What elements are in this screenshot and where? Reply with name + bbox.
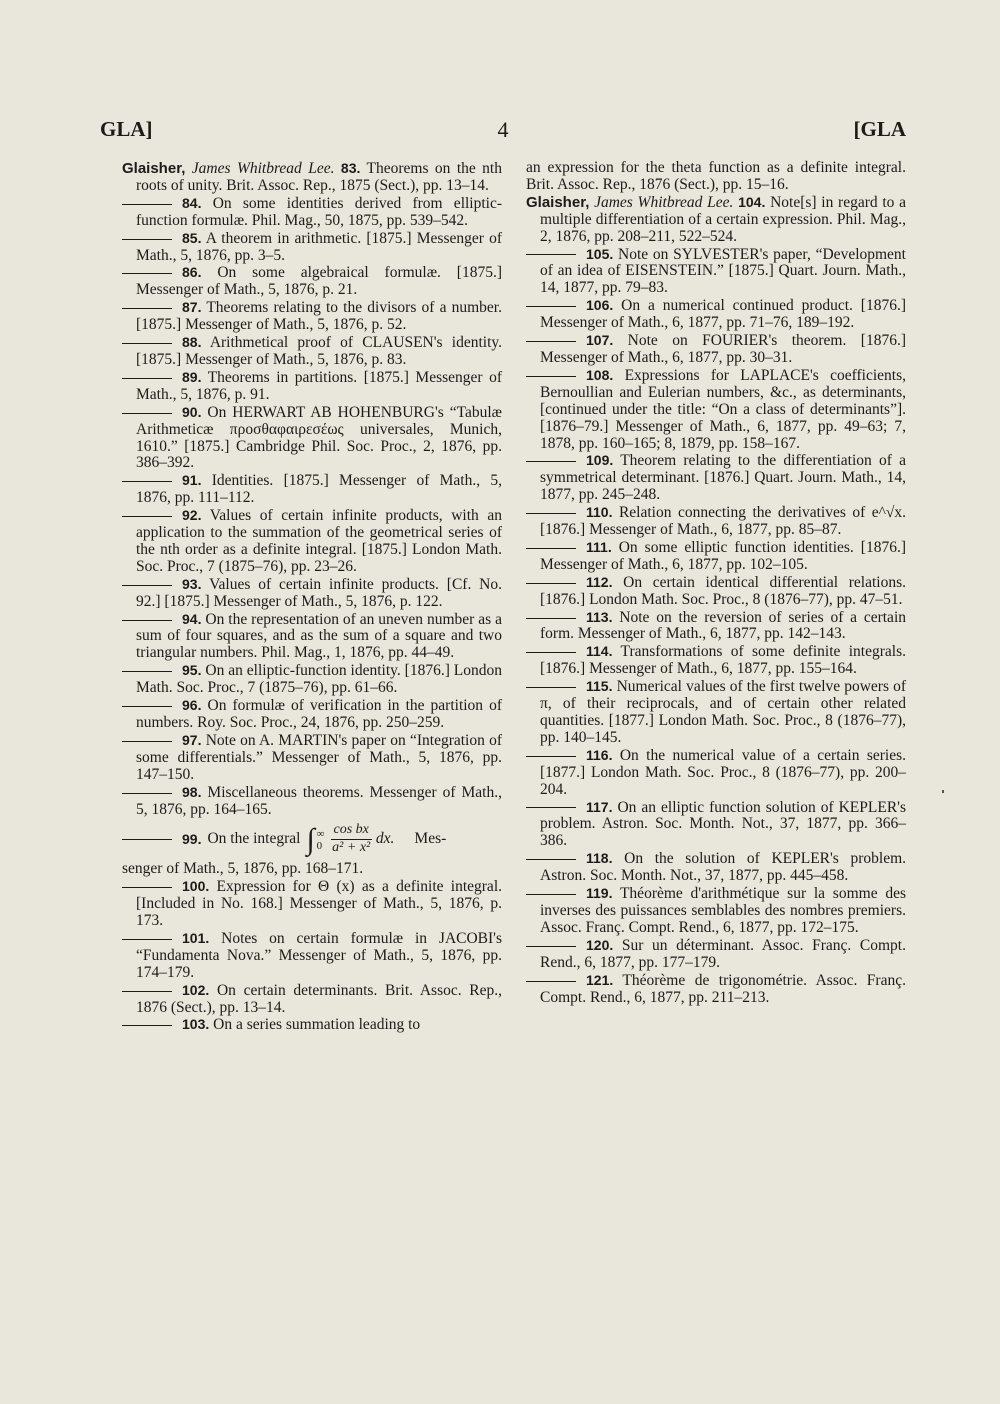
entry-number: 107. [586,332,614,349]
entry-number: 117. [586,798,613,815]
entry-text: senger of Math., 5, 1876, pp. 168–171. [122,860,364,878]
ditto-rule [526,894,576,895]
entry-number: 115. [586,678,613,695]
right-entries [526,246,906,1007]
ditto-rule [122,413,172,414]
ditto-rule [122,741,172,742]
entry-text: Transformations of some definite integrals. [1876.] Messenger of Math., 6, 1877, pp. 155–164. [540,643,906,678]
entry-text: On the integral [207,830,301,848]
entry-text: Note on SYLVESTER's paper, “Development of an idea of EISENSTEIN.” [1875.] Quart. Journ. Math., 14, 1877, pp. 79–83. [540,245,906,297]
fraction [331,822,372,857]
left-entries-tail [122,878,502,1034]
ditto-rule [122,706,172,707]
bibliography-entry [122,697,502,732]
ditto-rule [526,981,576,982]
entry-text: On a series summation leading to [213,1016,421,1034]
bibliography-entry [526,452,906,504]
left-column [122,160,502,1034]
entry-number: 95. [182,662,202,679]
bibliography-entry [526,609,906,644]
ditto-rule [122,481,172,482]
entry-number: 97. [182,731,202,748]
upper-limit: ∞ [316,827,325,840]
ditto-rule [122,793,172,794]
author-forenames: James Whitbread Lee. [594,193,734,211]
entry-text: Numerical values of the first twelve powers of π, of their reciprocals, and of certain other related quantities. [1877.] London Math. Soc. Proc., 8 (1876–77), pp. 140–145. [540,678,907,746]
ditto-rule [526,513,576,514]
differential: dx. [375,830,395,848]
bibliography-entry [122,1016,502,1034]
entry-text: Theorem relating to the differentiation of a symmetrical determinant. [1876.] Quart. Journ. Math., 14, 1877, pp. 245–248. [540,452,906,504]
bibliography-entry [526,972,906,1007]
continuation-text: an expression for the theta function as a definite integral. Brit. Assoc. Rep., 1876 (Sect.), pp. 15–16. [526,159,906,193]
entry-text: On some elliptic function identities. [1876.] Messenger of Math., 6, 1877, pp. 102–105. [540,538,906,573]
author-surname: Glaisher, [122,160,186,177]
entry-number: 94. [182,610,202,627]
ditto-rule [122,620,172,621]
entry-text: Note on the reversion of series of a certain form. Messenger of Math., 6, 1877, pp. 142–143. [540,608,906,643]
entry-text: On a numerical continued product. [1876.] Messenger of Math., 6, 1877, pp. 71–76, 189–192. [540,297,906,332]
ditto-rule [122,991,172,992]
entry-text: Théorème de trigonométrie. Assoc. Franç. Compt. Rend., 6, 1877, pp. 211–213. [540,971,906,1006]
bibliography-entry [526,643,906,678]
bibliography-entry [122,611,502,663]
ditto-rule [526,583,576,584]
author-entry [122,160,502,195]
entry-99 [122,822,502,878]
entry-number: 105. [586,245,614,262]
bibliography-entry [122,404,502,473]
bibliography-entry [122,930,502,982]
ditto-rule [122,839,172,840]
ditto-rule [122,273,172,274]
integral-limits [317,828,325,852]
entry-number: 112. [586,573,613,590]
entry-text: Note on FOURIER's theorem. [1876.] Messenger of Math., 6, 1877, pp. 30–31. [540,332,906,366]
bibliography-entry [122,982,502,1017]
header-left: GLA] [100,117,153,141]
ditto-rule [526,548,576,549]
entry-text: Values of certain infinite products, with an application to the summation of the geometrical series of the nth order as a definite integral. [1875.] London Math. Soc. Proc., 7 (1875–76), pp. 23–26. [136,507,502,575]
ditto-rule [122,1025,172,1026]
header-right: [GLA [853,117,906,141]
entry-text: Note[s] in regard to a multiple differentiation of a certain expression. Phil. Mag., 2, 1876, pp. 208–211, 522–524. [540,193,907,245]
numerator: cos bx [331,822,372,840]
entry-number: 110. [586,504,613,521]
bibliography-entry [122,195,502,230]
entry-text: Values of certain infinite products. [Cf. No. 92.] [1875.] Messenger of Math., 5, 1876, p. 122. [136,575,502,610]
bibliography-entry [122,472,502,507]
ditto-rule [122,887,172,888]
entry-number: 101. [182,929,210,946]
bibliography-entry [526,799,906,851]
entry-text: Arithmetical proof of CLAUSEN's identity. [1875.] Messenger of Math., 5, 1876, p. 83. [136,334,502,368]
entry-number: 118. [586,850,613,867]
ditto-rule [526,859,576,860]
ditto-rule [122,204,172,205]
entry-text: On an elliptic-function identity. [1876.] London Math. Soc. Proc., 7 (1875–76), pp. 61–66. [136,662,503,697]
ditto-rule [122,308,172,309]
entry-number: 116. [586,746,613,763]
ditto-rule [526,376,576,377]
ditto-rule [526,618,576,619]
integral-sign: ∫ [306,822,315,856]
ditto-rule [526,341,576,342]
ditto-rule [526,461,576,462]
entry-number: 102. [182,981,210,998]
entry-number: 104. [738,193,766,210]
ditto-rule [526,687,576,688]
entry-text: On certain identical differential relations. [1876.] London Math. Soc. Proc., 8 (1876–77), pp. 47–51. [540,573,907,608]
entry-number: 90. [182,403,202,420]
bibliography-entry [526,885,906,937]
entry-number: 121. [586,971,614,988]
entry-number: 99. [182,831,202,848]
bibliography-entry [526,504,906,539]
entry-text: On HERWART AB HOHENBURG's “Tabulæ Arithmeticæ προσθαφαιρεσέως universales, Munich, 1610.” [1875.] Cambridge Phil. Soc. Proc., 2, 1876, pp. 386–392. [136,403,503,472]
right-column [526,160,906,1006]
entry-number: 113. [586,608,613,625]
bibliography-entry [122,299,502,334]
bibliography-entry [122,230,502,265]
entry-text: On certain determinants. Brit. Assoc. Rep., 1876 (Sect.), pp. 13–14. [136,981,503,1016]
entry-text: Théorème d'arithmétique sur la somme des inverses des puissances semblables des nombres premiers. Assoc. Franç. Compt. Rend., 6, 1877, pp. 172–175. [540,885,906,936]
ditto-rule [526,254,576,255]
paper-speck [942,790,944,793]
bibliography-entry [122,507,502,576]
bibliography-entry [526,332,906,367]
entry-text: Identities. [1875.] Messenger of Math., 5, 1876, pp. 111–112. [136,472,503,507]
entry-number: 108. [586,366,614,383]
entry-text: Expressions for LAPLACE's coefficients, Bernoullian and Eulerian numbers, &c., as determinants, [continued under the title: “On a class of determinants”]. [1876–79.] Messenger of Math., 6, 1877, pp. 49–63; 7, 1878, pp. 160–165; 8, 1879, pp. 158–167. [540,366,906,452]
ditto-rule [526,807,576,808]
entry-number: 86. [182,264,202,281]
entry-text: Theorems on the nth roots of unity. Brit. Assoc. Rep., 1875 (Sect.), pp. 13–14. [136,160,502,194]
bibliography-entry [526,367,906,453]
bibliography-entry [526,937,906,972]
bibliography-entry [526,539,906,574]
bibliography-entry [122,662,502,697]
entry-number: 111. [586,538,612,555]
ditto-rule [526,756,576,757]
entry-number: 89. [182,368,202,385]
entry-number: 98. [182,783,202,800]
author-surname: Glaisher, [526,193,590,211]
entry-number: 92. [182,507,202,524]
entry-text: On the numerical value of a certain series. [1877.] London Math. Soc. Proc., 8 (1876–77), pp. 200–204. [540,746,906,798]
ditto-rule [122,671,172,672]
bibliography-entry [122,784,502,819]
entry-text: On an elliptic function solution of KEPLER's problem. Astron. Soc. Month. Not., 37, 1877, pp. 366–386. [540,798,906,850]
entry-number: 106. [586,297,614,314]
entry-text: On some algebraical formulæ. [1875.] Messenger of Math., 5, 1876, p. 21. [136,264,502,299]
ditto-rule [122,239,172,240]
bibliography-entry [526,678,906,747]
entry-number: 83. [340,160,361,176]
author-forenames: James Whitbread Lee. [191,160,335,177]
entry-text: Theorems in partitions. [1875.] Messenger of Math., 5, 1876, p. 91. [136,368,502,403]
entry-number: 93. [182,575,202,592]
entry-text: Miscellaneous theorems. Messenger of Math., 5, 1876, pp. 164–165. [136,783,502,818]
entry-text: A theorem in arithmetic. [1875.] Messenger of Math., 5, 1876, pp. 3–5. [136,229,502,264]
entry-text: On the representation of an uneven number as a sum of four squares, and as the sum of a square and two triangular numbers. Phil. Mag., 1, 1876, pp. 44–49. [136,610,502,662]
entry-number: 119. [586,885,613,902]
entry-text: Note on A. MARTIN's paper on “Integration of some differentials.” Messenger of Math., 5, 1876, pp. 147–150. [136,731,503,783]
entry-number: 91. [182,472,202,489]
entry-text: On formulæ of verification in the partition of numbers. Roy. Soc. Proc., 24, 1876, pp. 250–259. [136,697,502,731]
author-entry [526,194,906,246]
bibliography-entry [122,878,502,930]
ditto-rule [122,939,172,940]
page-number: 4 [497,117,509,142]
entry-number: 84. [182,194,202,211]
bibliography-entry [122,732,502,784]
entry-text: Theorems relating to the divisors of a number. [1875.] Messenger of Math., 5, 1876, p. 52. [136,299,502,334]
denominator: a² + x² [332,840,371,856]
entry-text: Relation connecting the derivatives of e^√x. [1876.] Messenger of Math., 6, 1877, pp. 85–87. [540,504,907,539]
entry-text: Expression for Θ (x) as a definite integral. [Included in No. 168.] Messenger of Math., 5, 1876, p. 173. [136,878,502,929]
ditto-rule [122,378,172,379]
ditto-rule [526,652,576,653]
entry-number: 87. [182,299,202,316]
entry-number: 85. [182,229,202,246]
entry-number: 88. [182,334,202,351]
lower-limit: 0 [316,839,323,852]
entry-text: Sur un déterminant. Assoc. Franç. Compt. Rend., 6, 1877, pp. 177–179. [540,936,906,971]
ditto-rule [526,946,576,947]
bibliography-entry [526,297,906,332]
ditto-rule [122,516,172,517]
entry-text: On some identities derived from elliptic-function formulæ. Phil. Mag., 50, 1875, pp. 539–542. [136,194,503,229]
ditto-rule [526,306,576,307]
bibliography-entry [526,850,906,885]
bibliography-entry [122,369,502,404]
entry-text: Mes- [414,830,447,848]
bibliography-entry [526,574,906,609]
bibliography-entry [122,576,502,611]
bibliography-entry [122,334,502,369]
ditto-rule [122,343,172,344]
left-entries [122,195,502,819]
bibliography-entry [122,264,502,299]
ditto-rule [122,585,172,586]
entry-number: 114. [586,643,613,660]
bibliography-entry [526,747,906,799]
entry-number: 109. [586,452,614,469]
entry-number: 100. [182,878,210,895]
bibliography-entry [526,246,906,298]
entry-number: 96. [182,697,202,714]
entry-text: Notes on certain formulæ in JACOBI's “Fundamenta Nova.” Messenger of Math., 5, 1876, pp. 174–179. [136,929,502,981]
entry-text: On the solution of KEPLER's problem. Astron. Soc. Month. Not., 37, 1877, pp. 445–458. [540,850,907,885]
entry-number: 103. [182,1016,210,1033]
entry-number: 120. [586,936,614,953]
